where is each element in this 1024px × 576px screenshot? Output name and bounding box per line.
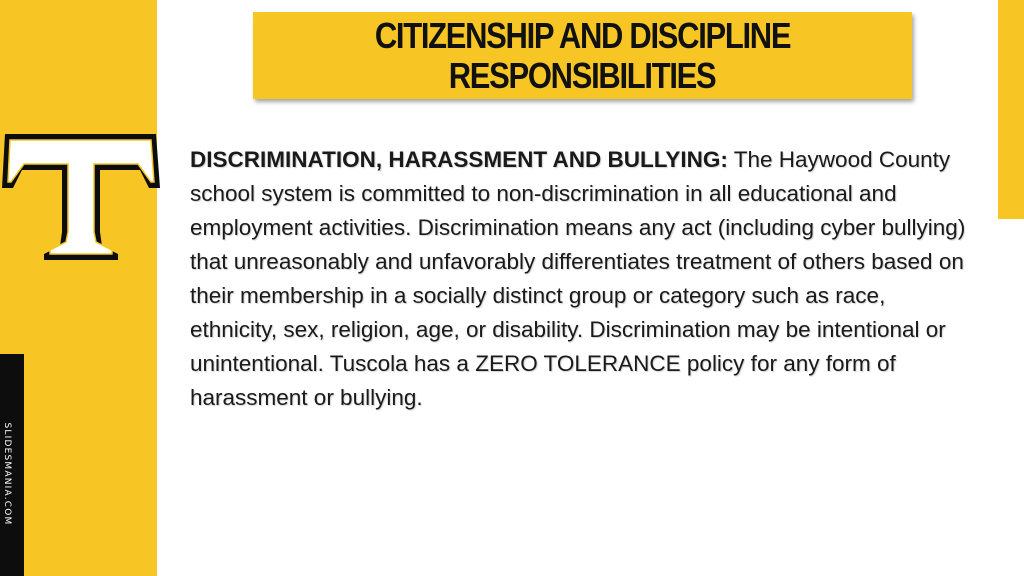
body-paragraph: [190, 143, 970, 415]
title-line-2: RESPONSIBILITIES: [449, 54, 716, 96]
slidesmania-credit: SLIDESMANIA.COM: [2, 422, 12, 526]
section-heading: DISCRIMINATION, HARASSMENT AND BULLYING:: [190, 147, 728, 172]
title-line-1: CITIZENSHIP AND DISCIPLINE: [374, 14, 791, 56]
body-text: The Haywood County school system is committed to non-discrimination in all educational and employment activities. Discrimination means any act (including cyber bullying) that unreasonably and unfavorably differentiates treatment of others based on their membership in a socially distinct group or category such as race, ethnicity, sex, religion, age, or disability. Discrimination may be intentional or unintentional. Tuscola has a ZERO TOLERANCE policy for any form of harassment or bullying.: [190, 147, 966, 410]
letter-t-logo-icon: [0, 128, 162, 266]
title-banner: [253, 12, 912, 99]
right-accent-tab: [998, 0, 1024, 219]
